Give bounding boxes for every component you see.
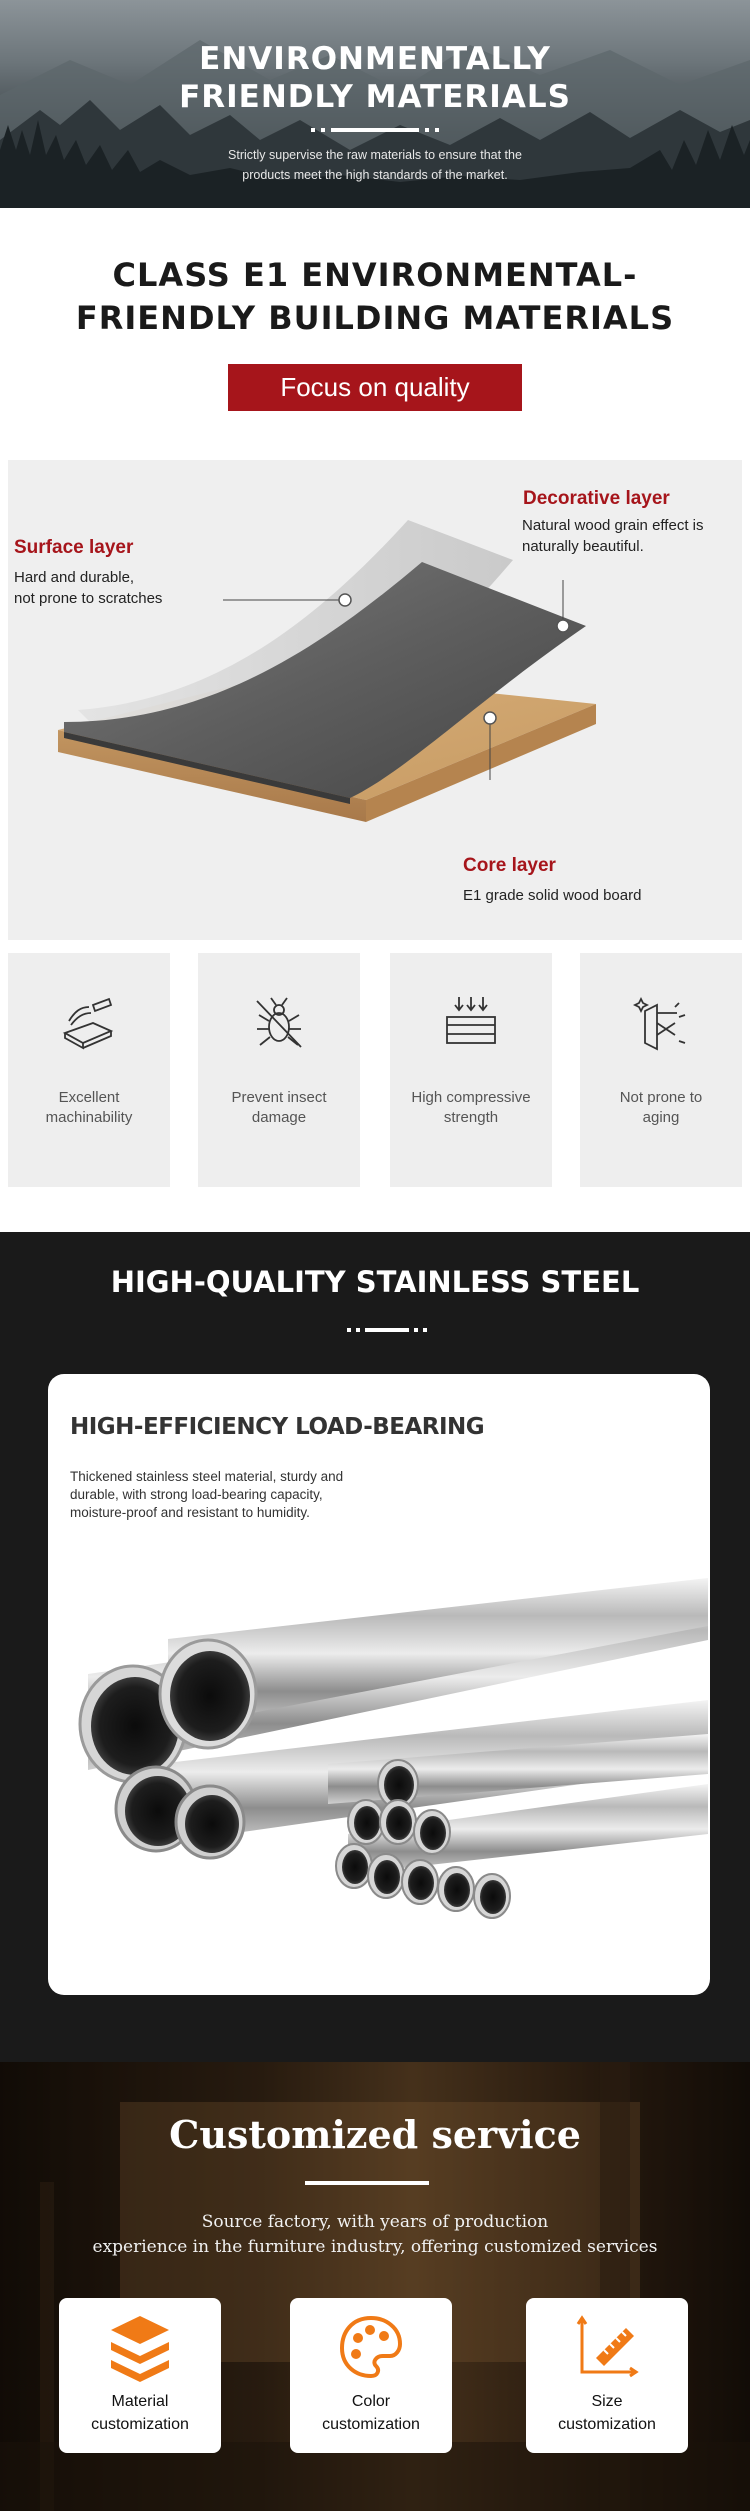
surface-layer-title: Surface layer <box>14 537 134 558</box>
decorative-layer-title: Decorative layer <box>523 488 670 509</box>
hero-subtitle: Strictly supervise the raw materials to ensure that the products meet the high standards of the market. <box>228 148 522 182</box>
cutting-board-icon <box>59 993 119 1053</box>
service-subtitle: Source factory, with years of production experience in the furniture industry, offering customized services <box>92 2212 658 2257</box>
service-card-label: Material customization <box>91 2393 189 2433</box>
material-customization-card <box>59 2298 221 2453</box>
environmental-banner <box>0 0 750 208</box>
anti-aging-icon <box>631 993 691 1053</box>
steel-divider <box>347 1328 427 1332</box>
steel-section-title: HIGH-QUALITY STAINLESS STEEL <box>110 1265 640 1299</box>
feature-aging <box>580 953 742 1187</box>
service-divider <box>305 2181 429 2185</box>
feature-compressive <box>390 953 552 1187</box>
feature-list <box>8 953 742 1187</box>
layers-icon <box>107 2312 173 2382</box>
feature-label: Not prone to aging <box>619 1089 703 1126</box>
board-layers-diagram <box>8 460 742 940</box>
e1-section-title: CLASS E1 ENVIRONMENTAL- FRIENDLY BUILDING MATERIALS <box>75 256 675 337</box>
core-layer-desc: E1 grade solid wood board <box>463 887 642 904</box>
hero-title: ENVIRONMENTALLY FRIENDLY MATERIALS <box>179 41 571 115</box>
compression-icon <box>441 993 501 1053</box>
core-layer-title: Core layer <box>463 855 556 876</box>
feature-label: Prevent insect damage <box>231 1089 327 1126</box>
hero-divider <box>311 128 439 132</box>
steel-pipes-illustration <box>48 1544 710 1964</box>
customized-service-section <box>0 2062 750 2511</box>
ruler-icon <box>574 2312 640 2382</box>
feature-label: Excellent machinability <box>45 1089 133 1126</box>
card-title: HIGH-EFFICIENCY LOAD-BEARING <box>70 1414 485 1440</box>
surface-layer-desc: Hard and durable, not prone to scratches <box>14 569 163 607</box>
no-insect-icon <box>249 993 309 1053</box>
service-card-label: Color customization <box>322 2393 420 2433</box>
feature-insect <box>198 953 360 1187</box>
card-description: Thickened stainless steel material, sturdy and durable, with strong load-bearing capacity, moisture-proof and resistant to humidity. <box>70 1469 344 1520</box>
focus-on-quality-banner: Focus on quality <box>228 364 522 411</box>
service-title: Customized service <box>169 2112 581 2157</box>
load-bearing-card <box>48 1374 710 1995</box>
stainless-steel-section <box>0 1232 750 2062</box>
service-card-label: Size customization <box>558 2393 656 2433</box>
palette-icon <box>338 2312 404 2382</box>
feature-label: High compressive strength <box>411 1089 531 1126</box>
decorative-layer-desc: Natural wood grain effect is naturally beautiful. <box>522 517 704 555</box>
size-customization-card <box>526 2298 688 2453</box>
color-customization-card <box>290 2298 452 2453</box>
feature-machinability <box>8 953 170 1187</box>
